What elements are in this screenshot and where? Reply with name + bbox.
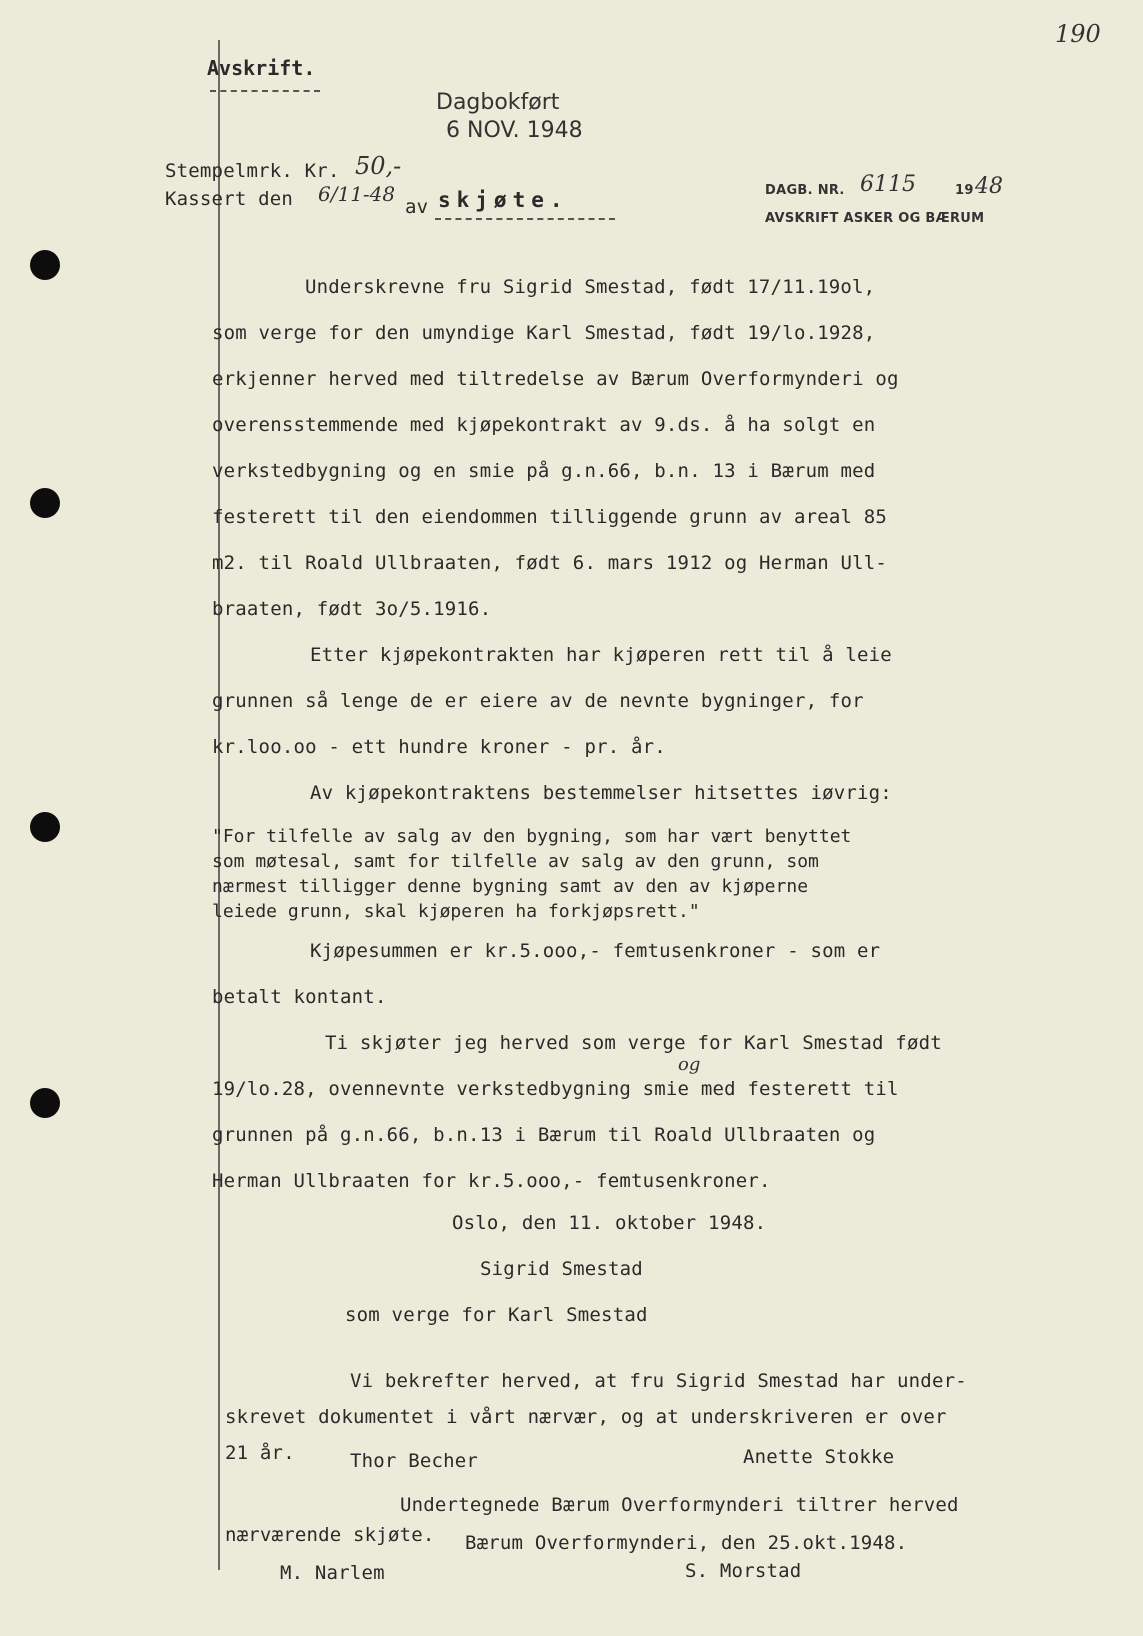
witness-2: Anette Stokke: [743, 1446, 895, 1468]
signer-name: Sigrid Smestad: [480, 1258, 643, 1280]
stamp-registered-line1: Dagbokført: [436, 90, 560, 115]
stamp-ref-label: DAGB. NR.: [765, 183, 845, 198]
body-line: grunnen på g.n.66, b.n.13 i Bærum til Roald Ullbraaten og: [212, 1124, 876, 1146]
heading-underline: [210, 90, 320, 92]
quote-line: nærmest tilligger denne bygning samt av den av kjøperne: [212, 876, 809, 897]
body-line: Kjøpesummen er kr.5.ooo,- femtusenkroner - som er: [310, 940, 881, 962]
of-word: av: [405, 196, 429, 218]
body-line: overensstemmende med kjøpekontrakt av 9.ds. å ha solgt en: [212, 414, 876, 436]
stamp-duty-amount: 50,-: [355, 152, 402, 180]
body-line: Underskrevne fru Sigrid Smestad, født 17/11.19ol,: [305, 276, 876, 298]
stamp-ref-number: 6115: [860, 172, 916, 197]
body-line: kr.loo.oo - ett hundre kroner - pr. år.: [212, 736, 666, 758]
place-date: Oslo, den 11. oktober 1948.: [452, 1212, 767, 1234]
punch-hole: [30, 250, 60, 280]
stamp-duty-label: Stempelmrk. Kr.: [165, 160, 340, 182]
body-line: m2. til Roald Ullbraaten, født 6. mars 1912 og Herman Ull-: [212, 552, 888, 574]
document-type-underline: [435, 218, 615, 220]
page-number: 190: [1055, 20, 1101, 48]
body-line: erkjenner herved med tiltredelse av Bærum Overformynderi og: [212, 368, 899, 390]
witness-line: skrevet dokumentet i vårt nærvær, og at underskriveren er over: [225, 1406, 947, 1428]
approval-line: nærværende skjøte.: [225, 1524, 435, 1546]
body-line: som verge for den umyndige Karl Smestad, født 19/lo.1928,: [212, 322, 876, 344]
witness-line: 21 år.: [225, 1442, 295, 1464]
document-type: skjøte.: [438, 188, 569, 212]
handwritten-insert: og: [678, 1054, 701, 1075]
stamp-ref-year: 48: [975, 174, 1003, 199]
punch-hole: [30, 488, 60, 518]
body-line: Ti skjøter jeg herved som verge for Karl Smestad født: [325, 1032, 942, 1054]
body-line: braaten, født 3o/5.1916.: [212, 598, 492, 620]
approver-1: M. Narlem: [280, 1562, 385, 1584]
approval-line: Undertegnede Bærum Overformynderi tiltrer herved: [400, 1494, 959, 1516]
body-line: verkstedbygning og en smie på g.n.66, b.n. 13 i Bærum med: [212, 460, 876, 482]
stamp-registered-date: 6 NOV. 1948: [446, 118, 583, 143]
witness-1: Thor Becher: [350, 1450, 479, 1472]
heading: Avskrift.: [207, 56, 316, 80]
body-line: 19/lo.28, ovennevnte verkstedbygning smie med festerett til: [212, 1078, 899, 1100]
body-line: Etter kjøpekontrakten har kjøperen rett til å leie: [310, 644, 892, 666]
stamp-ref-subtitle: AVSKRIFT ASKER OG BÆRUM: [765, 211, 985, 226]
body-line: Av kjøpekontraktens bestemmelser hitsettes iøvrig:: [310, 782, 892, 804]
signer-role: som verge for Karl Smestad: [345, 1304, 648, 1326]
approver-2: S. Morstad: [685, 1560, 802, 1582]
body-line: festerett til den eiendommen tilliggende grunn av areal 85: [212, 506, 888, 528]
stamp-ref-year-prefix: 19: [955, 183, 974, 198]
witness-line: Vi bekrefter herved, at fru Sigrid Smestad har under-: [350, 1370, 967, 1392]
quote-line: som møtesal, samt for tilfelle av salg av den grunn, som: [212, 851, 819, 872]
cancelled-label: Kassert den: [165, 188, 294, 210]
body-line: betalt kontant.: [212, 986, 387, 1008]
body-line: grunnen så lenge de er eiere av de nevnte bygninger, for: [212, 690, 864, 712]
cancelled-date: 6/11-48: [318, 182, 396, 206]
margin-line: [218, 40, 220, 1570]
body-line: Herman Ullbraaten for kr.5.ooo,- femtusenkroner.: [212, 1170, 771, 1192]
approval-line: Bærum Overformynderi, den 25.okt.1948.: [465, 1532, 908, 1554]
quote-line: "For tilfelle av salg av den bygning, som har vært benyttet: [212, 826, 852, 847]
quote-line: leiede grunn, skal kjøperen ha forkjøpsrett.": [212, 901, 700, 922]
punch-hole: [30, 812, 60, 842]
punch-hole: [30, 1088, 60, 1118]
